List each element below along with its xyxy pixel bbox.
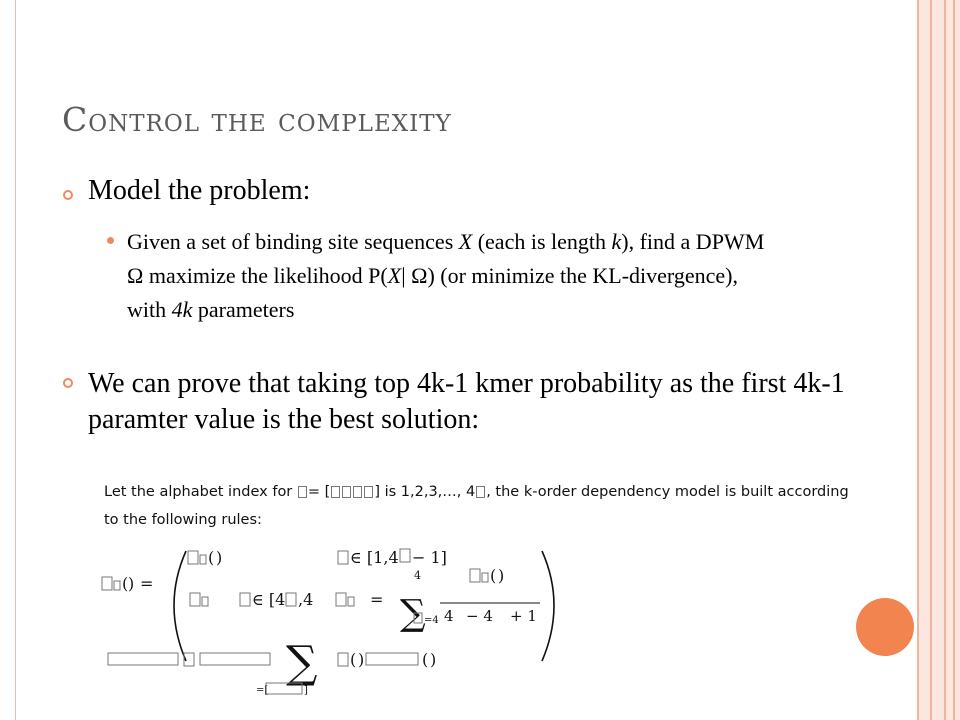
- right-frame-line-2: [930, 0, 932, 720]
- case1-condition: ∈ [1,4: [350, 548, 399, 567]
- svg-text:(: (: [122, 574, 129, 593]
- svg-text:): ): [358, 650, 365, 669]
- sub-bullet-dot-icon: [107, 237, 114, 244]
- slide-title: Control the complexity: [62, 100, 452, 139]
- svg-text:(: (: [422, 650, 429, 669]
- rules-text: Let the alphabet index for = [ ] is 1,2,3,…, 4 , the k-order dependency model is built according to the following rules:: [104, 484, 849, 528]
- decorative-orange-circle: [856, 598, 914, 656]
- left-frame-line: [15, 0, 16, 720]
- svg-text:∑: ∑: [400, 593, 426, 634]
- svg-text:): ): [498, 566, 505, 585]
- bullet-model-problem: Model the problem:: [88, 175, 311, 206]
- case2-condition-mid: ,4: [298, 590, 314, 609]
- case2-condition: ∈ [4: [252, 590, 286, 609]
- eq-equals: =: [140, 574, 154, 593]
- sum-lower-limit: =4: [424, 615, 439, 626]
- sum2-lower-close: ]: [304, 685, 308, 696]
- case2-equals: =: [370, 590, 384, 609]
- case1-condition-end: − 1]: [412, 548, 447, 567]
- svg-text:(: (: [490, 566, 497, 585]
- svg-text:(: (: [208, 548, 215, 567]
- bullet-ring-icon: [63, 378, 73, 388]
- sub-bullet-text: Given a set of binding site sequences X (each is length k), find a DPWM Ω maximize the likelihood P(X| Ω) (or minimize the KL-divergence), with 4k parameters: [127, 229, 765, 322]
- svg-text:4: 4: [444, 607, 454, 625]
- sum-upper-limit: 4: [414, 569, 421, 582]
- svg-text:(: (: [350, 650, 357, 669]
- bullet-prove-solution: We can prove that taking top 4k-1 kmer probability as the first 4k-1 paramter value is the best solution:: [88, 368, 845, 435]
- svg-text:): ): [216, 548, 223, 567]
- equation-figure: [100, 545, 580, 705]
- svg-text:∑: ∑: [286, 637, 318, 688]
- right-frame-line-3: [944, 0, 946, 720]
- svg-text:): ): [128, 574, 135, 593]
- right-frame-line-1: [917, 0, 919, 720]
- bullet-ring-icon: [63, 190, 73, 200]
- svg-text:): ): [430, 650, 437, 669]
- sum2-lower-open: =[: [256, 685, 269, 696]
- right-frame-line-4: [953, 0, 955, 720]
- denominator-mid: − 4: [466, 607, 493, 625]
- denominator-end: + 1: [510, 607, 537, 625]
